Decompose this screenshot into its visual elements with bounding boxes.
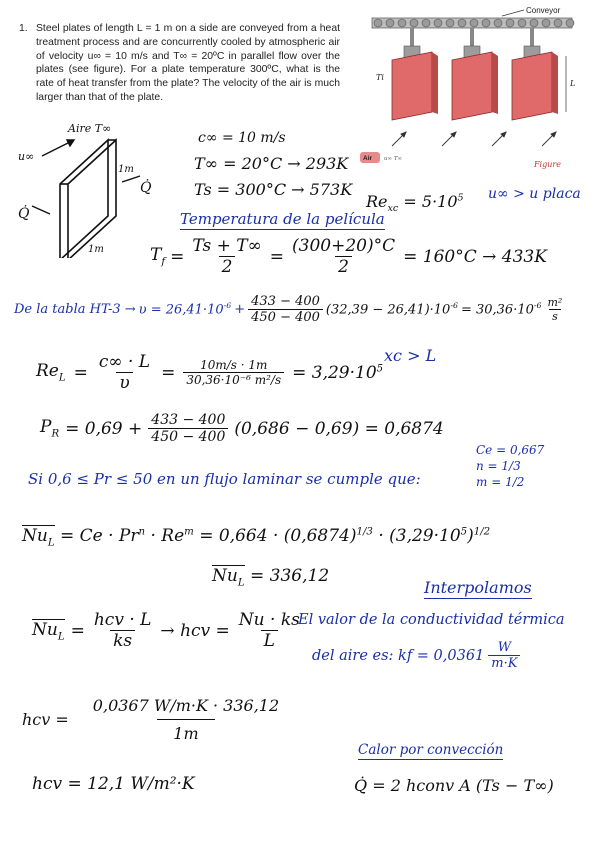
nusselt-equation: $Nu_L = Ce \cdot Pr^n \cdot Re^m = 0,664 \cdot (0,6874)^{1/3} \cdot (3,29\cdot 10^5)^{1/2}$ xyxy=(22,526,491,549)
laminar-condition: Si 0,6 ≤ Pr ≤ 50 en un flujo laminar se cumple que: xyxy=(28,470,421,488)
air-conditions: u∞ T∞ xyxy=(384,156,403,162)
constants-list xyxy=(476,442,544,490)
kf-note-line1: El valor de la conductividad térmica xyxy=(298,612,565,628)
sketch-q-left: Q̇ xyxy=(18,206,30,222)
conveyor-label: Conveyor xyxy=(526,6,561,15)
prandtl-equation: $P_R$ = 0,69 + $\frac{433 - 400}{450 - 400}$ (0,686 − 0,69) = 0,6874 xyxy=(40,412,444,445)
rex-value: = 5·10 xyxy=(403,192,458,211)
figure-caption: Figure xyxy=(534,160,561,169)
nusselt-result: $Nu_L = 336,12$ xyxy=(212,566,330,589)
given-velocity: c∞ = 10 m/s xyxy=(198,130,286,146)
convection-heading: Calor por convección xyxy=(358,742,504,758)
steel-plates xyxy=(392,28,558,120)
given-ts: Ts = 300°C → 573K xyxy=(194,180,353,199)
sketch-dim-1: 1m xyxy=(118,164,134,175)
convection-equation: Q̇ = 2 hconv A (Ts − T∞) xyxy=(354,776,554,795)
const-m: m = 1/2 xyxy=(476,475,525,489)
hcv-frac-1: $\frac{\text{hcv · L}}{ks}$ xyxy=(93,610,152,651)
problem-statement xyxy=(19,22,340,105)
sketch-air-label: Aire T∞ xyxy=(68,122,112,135)
visc-frac: $\frac{433 - 400}{450 - 400}$ xyxy=(248,294,323,325)
tf-result: = 160°C → 433K xyxy=(403,246,547,267)
viscosity-equation: De la tabla HT-3 → $\upsilon = 26,41\cdot 10^{-6}$ + $\frac{433 - 400}{450 - 400}$ $(32,39 - 26,41)\cdot 10^{-6}$ = $30,36\cdot 10^{-6}$ $\frac{\text{m²}}{s}$ xyxy=(14,294,565,325)
rex-exp: 5 xyxy=(457,192,464,204)
rel-frac-2: $\frac{10m/s \cdot 1m}{\text{30,36·10⁻⁶ m²/s}}$ xyxy=(183,358,284,387)
l-label: L xyxy=(570,79,576,88)
given-tinf: T∞ = 20°C → 293K xyxy=(194,154,349,173)
const-n: n = 1/3 xyxy=(476,459,521,473)
ti-label: Ti xyxy=(376,73,384,82)
xc-note: xc > L xyxy=(384,346,437,365)
sketch-q-right: Q̇ xyxy=(140,180,152,196)
sketch-dim-2: 1m xyxy=(88,244,104,255)
conveyor-chain xyxy=(372,18,574,28)
tf-frac-1: $\frac{Ts + T\infty}{2}$ xyxy=(192,236,262,277)
reynolds-equation: $Re_L$ = $\frac{c\infty \cdot L}{\upsilon}$ = $\frac{10m/s \cdot 1m}{\text{30,36·10⁻⁶ m²/s}}$ = $3,29\cdot 10^5$ xyxy=(36,352,384,393)
heat-arrows xyxy=(32,176,140,214)
airflow-arrows xyxy=(392,132,556,146)
table-ref: De la tabla HT-3 → xyxy=(14,302,136,317)
hcv-calculation: hcv = $\frac{0,0367 W/m\cdot K \cdot 336,12}{1m}$ xyxy=(22,696,295,743)
kf-note-line2: del aire es: kf = 0,0361 $\frac{W}{m\cdot K}$ xyxy=(312,640,520,671)
hcv-result: hcv = 12,1 W/m²·K xyxy=(32,774,195,794)
air-arrow xyxy=(42,140,74,156)
hcalc-frac: $\frac{0,0367 W/m\cdot K \cdot 336,12}{1m}$ xyxy=(92,696,280,743)
problem-number: 1. xyxy=(19,23,28,34)
rex-sub: xc xyxy=(387,203,399,215)
rel-frac-1: $\frac{c\infty \cdot L}{\upsilon}$ xyxy=(98,352,151,393)
rex-symbol: Re xyxy=(366,192,388,211)
conveyor-figure xyxy=(352,4,592,174)
const-ce: Ce = 0,667 xyxy=(476,443,545,457)
sketch-u-label: u∞ xyxy=(18,150,35,163)
tf-symbol: $T_f$ xyxy=(150,245,166,268)
pr-frac: $\frac{433 - 400}{450 - 400}$ xyxy=(148,412,228,445)
film-heading: Temperatura de la película xyxy=(180,210,385,228)
tf-frac-2: $\frac{(300+20)^\circ C}{2}$ xyxy=(292,236,396,277)
film-equation: $T_f$ = $\frac{Ts + T\infty}{2}$ = $\frac{(300+20)^\circ C}{2}$ = 160°C → 433K xyxy=(150,236,547,277)
problem-text: Steel plates of length L = 1 m on a side are conveyed from a heat treatment process and are concurrently cooled by atmospheric air of velocity u∞ = 10 m/s and T∞ = 20ºC in parallel flow over the plates (see figure). For a plate temperature 300ºC, what is the rate of heat transfer from the plate? The velocity of the air is much larger than that of the plate. xyxy=(36,23,340,103)
velocity-inequality: u∞ > u placa xyxy=(488,186,581,202)
visc-unit: $\frac{\text{m²}}{s}$ xyxy=(547,296,563,323)
plate-outline xyxy=(60,140,116,258)
hcv-frac-2: $\frac{Nu \cdot ks}{L}$ xyxy=(238,610,300,651)
hcv-derivation: $Nu_L$ = $\frac{\text{hcv · L}}{ks}$ → hcv = $\frac{Nu \cdot ks}{L}$ xyxy=(32,610,303,651)
kf-unit: $\frac{W}{m\cdot K}$ xyxy=(488,640,520,671)
interpolation-heading: Interpolamos xyxy=(424,578,532,597)
plate-sketch xyxy=(14,118,154,258)
air-label: Air xyxy=(363,155,373,162)
